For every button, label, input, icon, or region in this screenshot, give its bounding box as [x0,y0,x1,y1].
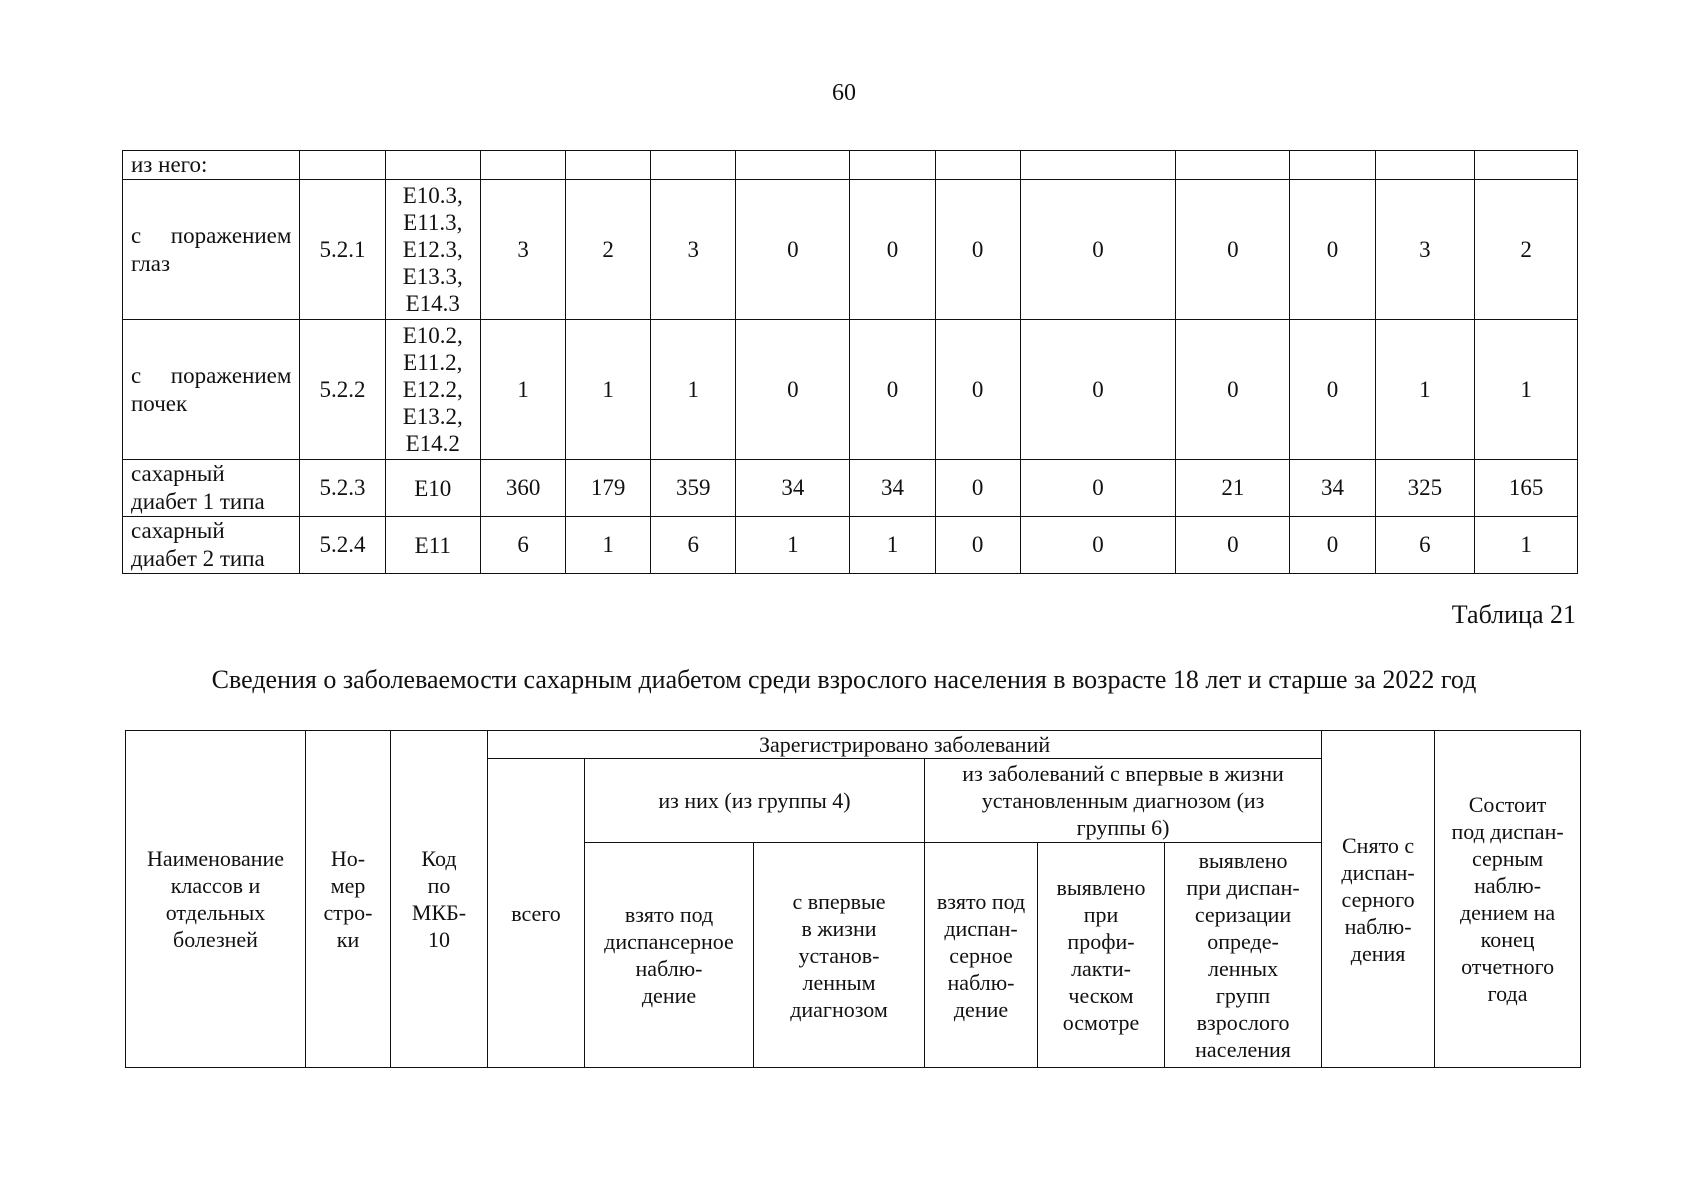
row-value-cell: 0 [1176,180,1290,320]
row-value-cell: 0 [1290,517,1375,574]
row-value-cell: 0 [1020,460,1176,517]
row-value-cell [850,151,935,180]
row-value-cell: 2 [566,180,651,320]
header-name-of-classes: Наименование классов и отдельных болезней [126,731,306,1068]
row-icd-code: Е10.2, Е11.2, Е12.2, Е13.2, Е14.2 [385,320,480,460]
row-value-cell: 1 [566,320,651,460]
row-value-cell: 179 [566,460,651,517]
row-value-cell: 0 [850,180,935,320]
row-value-cell [935,151,1020,180]
row-value-cell: 21 [1176,460,1290,517]
diabetes-incidence-header-table [125,730,1581,1068]
row-value-cell: 1 [736,517,850,574]
header-registered-diseases: Зарегистрировано заболеваний [488,731,1322,759]
row-value-cell: 360 [481,460,566,517]
table-row [123,151,1578,180]
row-value-cell [736,151,850,180]
row-value-cell [1475,151,1578,180]
header-g6-dispensarization: выявлено при диспан- серизации опреде- ленных групп взрослого населения [1165,843,1322,1068]
row-value-cell [651,151,736,180]
row-name: с поражением глаз [123,180,300,320]
row-value-cell [1020,151,1176,180]
row-line-number [300,151,385,180]
row-value-cell: 34 [850,460,935,517]
row-value-cell: 34 [736,460,850,517]
header-g4-first-diagnosed: с впервые в жизни установ- ленным диагнозом [754,843,925,1068]
row-value-cell: 0 [736,320,850,460]
row-value-cell: 0 [736,180,850,320]
row-value-cell: 6 [481,517,566,574]
row-value-cell [1375,151,1475,180]
row-icd-code [385,151,480,180]
header-group-6: из заболеваний с впервые в жизни установленным диагнозом (из группы 6) [925,759,1322,843]
row-icd-code: Е11 [385,517,480,574]
row-value-cell: 6 [651,517,736,574]
row-value-cell: 1 [651,320,736,460]
row-value-cell: 34 [1290,460,1375,517]
row-value-cell: 1 [850,517,935,574]
row-value-cell: 0 [935,517,1020,574]
row-value-cell [1176,151,1290,180]
header-under-observation-year-end: Состоит под диспан- серным наблю- дением на конец отчетного года [1435,731,1581,1068]
row-value-cell: 0 [850,320,935,460]
header-g6-taken-under-observation: взято под диспан- серное наблю- дение [925,843,1038,1068]
row-value-cell: 0 [1020,180,1176,320]
row-value-cell: 0 [1176,517,1290,574]
row-line-number: 5.2.4 [300,517,385,574]
row-value-cell [566,151,651,180]
row-line-number: 5.2.2 [300,320,385,460]
header-total: всего [488,759,585,1068]
row-value-cell [1290,151,1375,180]
row-value-cell: 2 [1475,180,1578,320]
page-number: 60 [832,80,856,106]
row-icd-code: Е10.3, Е11.3, Е12.3, Е13.3, Е14.3 [385,180,480,320]
row-value-cell: 1 [1475,517,1578,574]
row-value-cell: 0 [935,320,1020,460]
row-line-number: 5.2.1 [300,180,385,320]
row-value-cell: 3 [481,180,566,320]
header-line-number: Но- мер стро- ки [306,731,391,1068]
row-value-cell: 0 [1020,320,1176,460]
table-row [123,320,1578,460]
row-value-cell: 0 [935,180,1020,320]
row-name: из него: [123,151,300,180]
table-label: Таблица 21 [1451,600,1576,629]
header-g4-taken-under-observation: взято под диспансерное наблю- дение [585,843,754,1068]
table-row [123,517,1578,574]
row-value-cell: 165 [1475,460,1578,517]
row-value-cell: 0 [1176,320,1290,460]
row-name: с поражением почек [123,320,300,460]
header-group-4: из них (из группы 4) [585,759,925,843]
row-name: сахарный диабет 1 типа [123,460,300,517]
row-value-cell: 3 [651,180,736,320]
row-value-cell: 0 [1290,320,1375,460]
table-row [123,180,1578,320]
row-value-cell: 0 [935,460,1020,517]
header-g6-preventive-exam: выявлено при профи- лакти- ческом осмотре [1038,843,1165,1068]
header-removed-from-observation: Снято с диспан- серного наблю- дения [1322,731,1435,1068]
table-title: Сведения о заболеваемости сахарным диабетом среди взрослого населения в возрасте 18 лет и старше за 2022 год [211,665,1477,694]
row-value-cell: 325 [1375,460,1475,517]
row-value-cell [481,151,566,180]
diabetes-complications-table [122,150,1578,574]
row-value-cell: 6 [1375,517,1475,574]
row-value-cell: 1 [1475,320,1578,460]
table-row [123,460,1578,517]
row-value-cell: 1 [481,320,566,460]
row-line-number: 5.2.3 [300,460,385,517]
row-value-cell: 1 [566,517,651,574]
row-value-cell: 0 [1290,180,1375,320]
row-icd-code: Е10 [385,460,480,517]
row-value-cell: 3 [1375,180,1475,320]
row-name: сахарный диабет 2 типа [123,517,300,574]
header-icd-code: Код по МКБ- 10 [391,731,488,1068]
row-value-cell: 359 [651,460,736,517]
row-value-cell: 1 [1375,320,1475,460]
row-value-cell: 0 [1020,517,1176,574]
